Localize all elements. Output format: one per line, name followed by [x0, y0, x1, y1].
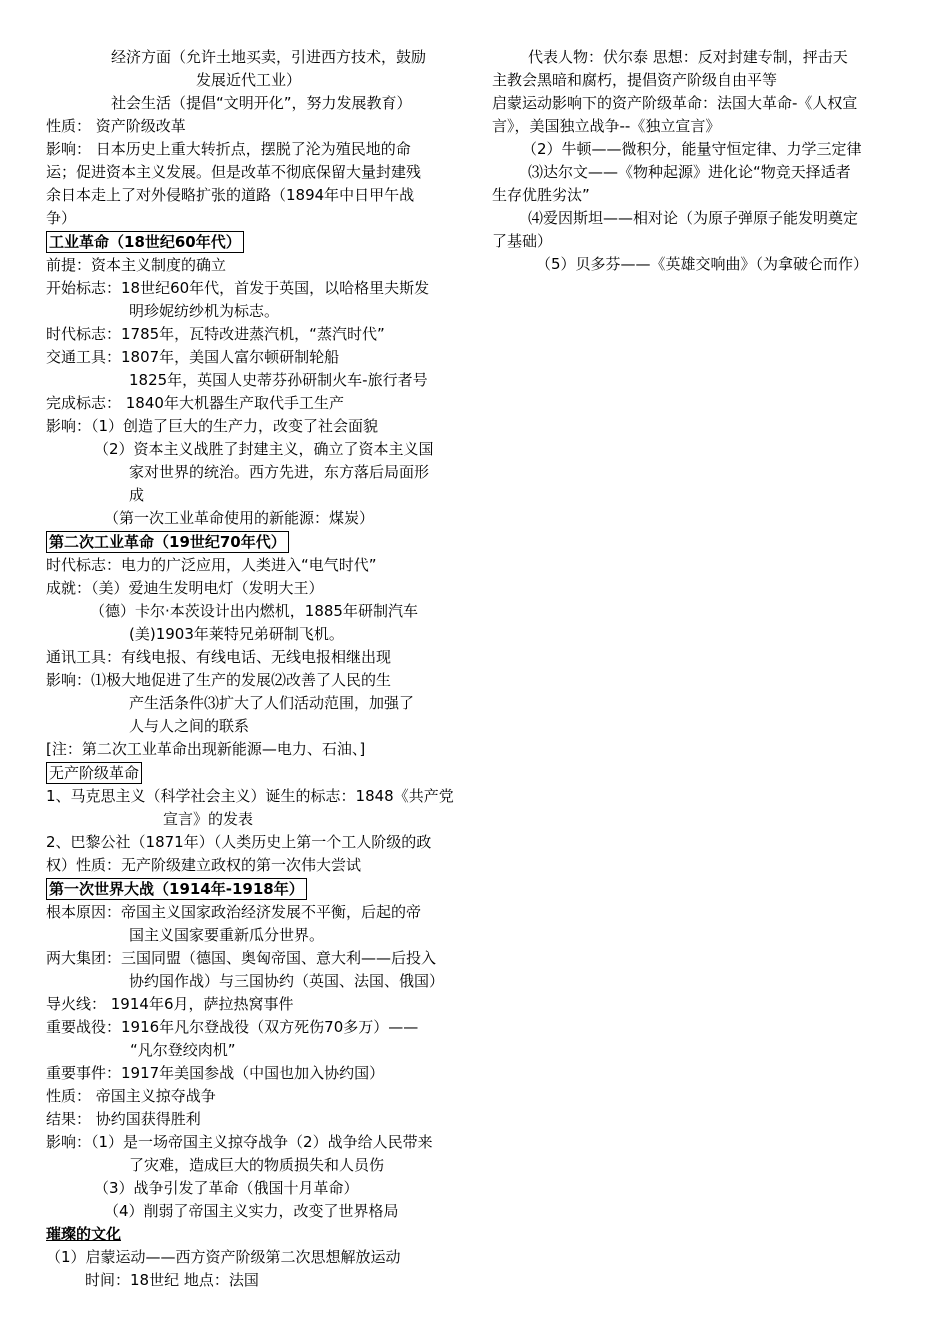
line-text: 影响：⑴极大地促进了生产的发展⑵改善了人民的生 [46, 671, 392, 689]
text-line [492, 230, 912, 253]
line-text: 言》，美国独立战争--《独立宣言》 [492, 117, 721, 135]
section-heading-label: 工业革命（18世纪60年代） [46, 231, 244, 253]
line-text: 重要事件：1917年美国参战（中国也加入协约国） [46, 1064, 385, 1082]
line-text: 成 [129, 486, 145, 504]
line-text: 人与人之间的联系 [129, 717, 250, 735]
section-heading [46, 1223, 466, 1246]
line-text: 时间：18世纪 地点：法国 [85, 1271, 259, 1289]
line-text: 1825年，英国人史蒂芬孙研制火车-旅行者号 [129, 371, 428, 389]
text-line [46, 1177, 466, 1200]
line-text: 结果： 协约国获得胜利 [46, 1110, 201, 1128]
text-line [46, 1154, 466, 1177]
line-text: 重要战役：1916年凡尔登战役（双方死伤70多万）—— [46, 1018, 419, 1036]
section-heading-label: 第一次世界大战（1914年-1918年） [46, 878, 307, 900]
text-line [46, 924, 466, 947]
text-line [46, 323, 466, 346]
line-text: 启蒙运动影响下的资产阶级革命：法国大革命-《人权宣 [492, 94, 858, 112]
line-text: 运；促进资本主义发展。但是改革不彻底保留大量封建残 [46, 163, 422, 181]
line-text: （5）贝多芬——《英雄交响曲》（为拿破仑而作） [536, 255, 869, 273]
text-line [46, 1062, 466, 1085]
line-text: 明珍妮纺纱机为标志。 [129, 302, 280, 320]
text-line [46, 1085, 466, 1108]
line-text: ⑶达尔文——《物种起源》进化论“物竞天择适者 [528, 163, 851, 181]
text-line [46, 831, 466, 854]
text-line [46, 646, 466, 669]
line-text: （德）卡尔·本茨设计出内燃机，1885年研制汽车 [90, 602, 418, 620]
text-line [46, 69, 466, 92]
line-text: 时代标志：1785年，瓦特改进蒸汽机，“蒸汽时代” [46, 325, 385, 343]
line-text: 主教会黑暗和腐朽，提倡资产阶级自由平等 [492, 71, 778, 89]
text-line [46, 254, 466, 277]
line-text: （1）启蒙运动——西方资产阶级第二次思想解放运动 [46, 1248, 401, 1266]
line-text: 时代标志：电力的广泛应用，人类进入“电气时代” [46, 556, 377, 574]
text-line [46, 161, 466, 184]
line-text: 成就：（美）爱迪生发明电灯（发明大王） [46, 579, 324, 597]
text-line [46, 415, 466, 438]
text-line [46, 346, 466, 369]
text-line [492, 161, 912, 184]
text-line [492, 207, 912, 230]
text-line [46, 507, 466, 530]
text-line [46, 1246, 466, 1269]
line-text: 社会生活（提倡“文明开化”，努力发展教育） [111, 94, 412, 112]
left-column [46, 46, 466, 1292]
line-text: “凡尔登绞肉机” [130, 1041, 236, 1059]
line-text: 根本原因：帝国主义国家政治经济发展不平衡，后起的帝 [46, 903, 422, 921]
line-text: (美)1903年莱特兄弟研制飞机。 [129, 625, 344, 643]
line-text: 争） [46, 209, 77, 227]
line-text: （第一次工业革命使用的新能源：煤炭） [104, 509, 375, 527]
section-heading [46, 530, 466, 554]
line-text: 生存优胜劣汰” [492, 186, 590, 204]
line-text: 影响： 日本历史上重大转折点，摆脱了沦为殖民地的命 [46, 140, 411, 158]
line-text: 性质： 资产阶级改革 [46, 117, 186, 135]
line-text: 影响：（1）是一场帝国主义掠夺战争（2）战争给人民带来 [46, 1133, 433, 1151]
text-line [46, 577, 466, 600]
text-line [46, 461, 466, 484]
text-line [46, 623, 466, 646]
text-line [46, 669, 466, 692]
text-line [46, 484, 466, 507]
line-text: 2、巴黎公社（1871年）（人类历史上第一个工人阶级的政 [46, 833, 432, 851]
line-text: （4）削弱了帝国主义实力，改变了世界格局 [104, 1202, 399, 1220]
line-text: 了灾难，造成巨大的物质损失和人员伤 [129, 1156, 385, 1174]
text-line [46, 369, 466, 392]
line-text: 家对世界的统治。西方先进，东方落后局面形 [129, 463, 430, 481]
text-line [46, 715, 466, 738]
line-text: 宣言》的发表 [163, 810, 254, 828]
line-text: 经济方面（允许土地买卖，引进西方技术，鼓励 [111, 48, 427, 66]
line-text: 协约国作战）与三国协约（英国、法国、俄国） [129, 972, 445, 990]
text-line [46, 1039, 466, 1062]
line-text: 通讯工具：有线电报、有线电话、无线电报相继出现 [46, 648, 392, 666]
section-heading-label: 璀璨的文化 [46, 1225, 122, 1243]
text-line [46, 138, 466, 161]
line-text: 了基础） [492, 232, 553, 250]
line-text: ⑷爱因斯坦——相对论（为原子弹原子能发明奠定 [528, 209, 859, 227]
line-text: 余日本走上了对外侵略扩张的道路（1894年中日甲午战 [46, 186, 415, 204]
line-text: （3）战争引发了革命（俄国十月革命） [94, 1179, 359, 1197]
text-line [46, 785, 466, 808]
line-text: 完成标志： 1840年大机器生产取代手工生产 [46, 394, 344, 412]
line-text: （2）资本主义战胜了封建主义，确立了资本主义国 [94, 440, 434, 458]
line-text: 影响：（1）创造了巨大的生产力，改变了社会面貌 [46, 417, 379, 435]
text-line [46, 1131, 466, 1154]
section-heading [46, 230, 466, 254]
line-text: （2）牛顿——微积分，能量守恒定律、力学三定律 [522, 140, 862, 158]
text-line [492, 92, 912, 115]
text-line [46, 300, 466, 323]
text-line [46, 600, 466, 623]
text-line [46, 207, 466, 230]
text-line [46, 277, 466, 300]
line-text: 1、马克思主义（科学社会主义）诞生的标志：1848《共产党 [46, 787, 454, 805]
text-line [492, 184, 912, 207]
text-line [46, 947, 466, 970]
line-text: 发展近代工业） [196, 71, 302, 89]
text-line [46, 738, 466, 761]
text-line [46, 993, 466, 1016]
text-line [492, 115, 912, 138]
line-text: 两大集团：三国同盟（德国、奥匈帝国、意大利——后投入 [46, 949, 437, 967]
text-line [492, 138, 912, 161]
line-text: 国主义国家要重新瓜分世界。 [129, 926, 325, 944]
text-line [46, 392, 466, 415]
text-line [46, 808, 466, 831]
text-line [46, 692, 466, 715]
section-heading-label: 无产阶级革命 [46, 762, 142, 784]
line-text: 前提：资本主义制度的确立 [46, 256, 227, 274]
right-column [492, 46, 912, 276]
text-line [46, 1016, 466, 1039]
text-line [46, 438, 466, 461]
text-line [46, 554, 466, 577]
text-line [46, 970, 466, 993]
line-text: 性质： 帝国主义掠夺战争 [46, 1087, 216, 1105]
text-line [46, 115, 466, 138]
text-line [492, 69, 912, 92]
text-line [46, 854, 466, 877]
line-text: 交通工具：1807年，美国人富尔顿研制轮船 [46, 348, 340, 366]
line-text: 代表人物：伏尔泰 思想：反对封建专制，抨击天 [528, 48, 848, 66]
line-text: 产生活条件⑶扩大了人们活动范围，加强了 [129, 694, 415, 712]
text-line [46, 46, 466, 69]
text-line [46, 1269, 466, 1292]
line-text: 开始标志：18世纪60年代，首发于英国，以哈格里夫斯发 [46, 279, 430, 297]
section-heading [46, 877, 466, 901]
text-line [46, 1200, 466, 1223]
line-text: 导火线： 1914年6月，萨拉热窝事件 [46, 995, 294, 1013]
line-text: 权）性质：无产阶级建立政权的第一次伟大尝试 [46, 856, 362, 874]
section-heading [46, 761, 466, 785]
text-line [492, 253, 912, 276]
section-heading-label: 第二次工业革命（19世纪70年代） [46, 531, 289, 553]
text-line [492, 46, 912, 69]
text-line [46, 1108, 466, 1131]
text-line [46, 92, 466, 115]
text-line [46, 184, 466, 207]
text-line [46, 901, 466, 924]
line-text: [注：第二次工业革命出现新能源—电力、石油、] [46, 740, 366, 758]
